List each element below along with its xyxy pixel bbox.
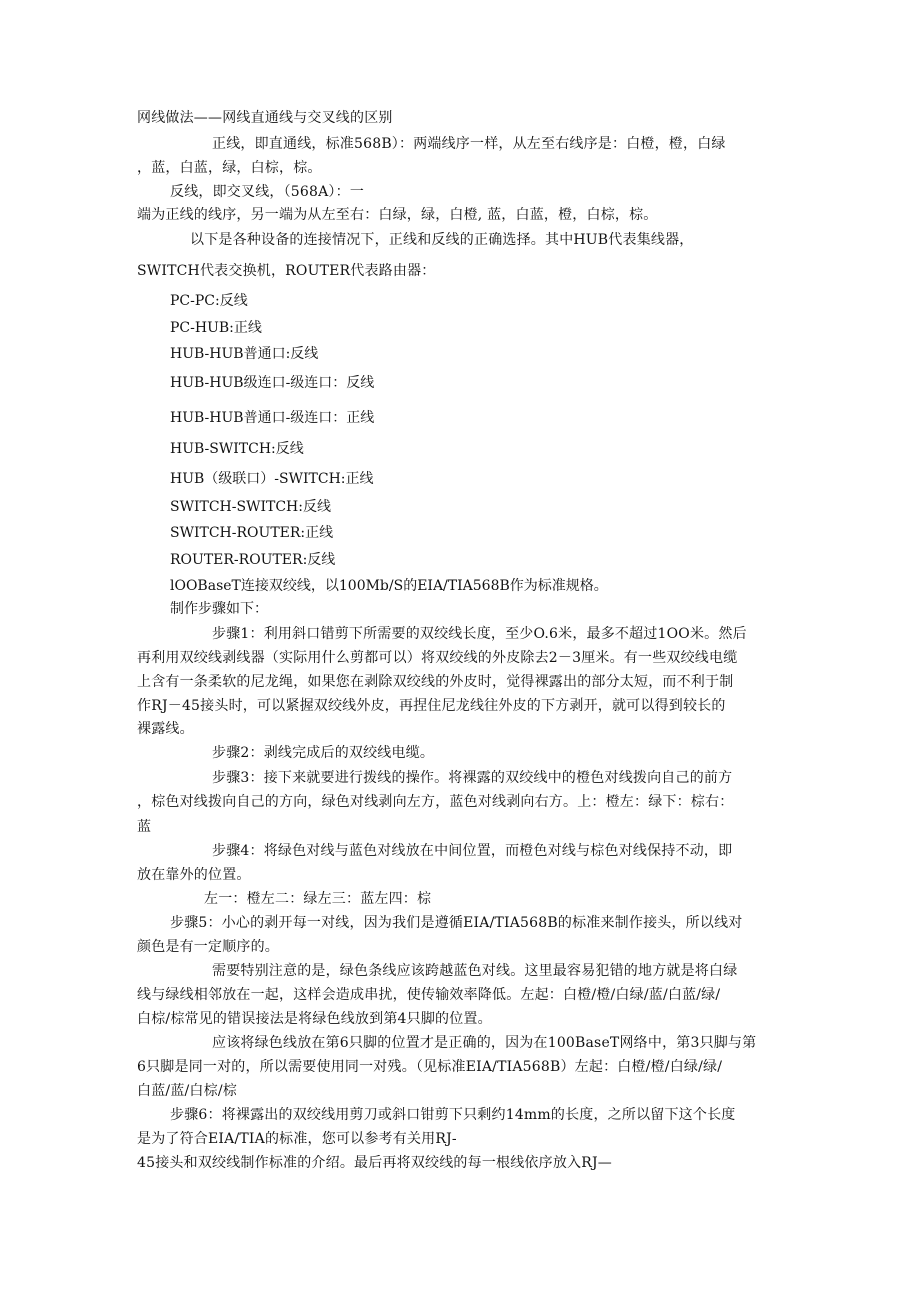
connection-item: HUB-HUB普通口:反线 [170, 346, 319, 362]
step-line: 作RJ－45接头时，可以紧握双绞线外皮，再捏住尼龙线往外皮的下方剥开，就可以得到较长的 [137, 698, 726, 714]
step-line: 蓝 [137, 819, 152, 835]
step-line: 需要特别注意的是，绿色条线应该跨越蓝色对线。这里最容易犯错的地方就是将白绿 [212, 963, 738, 979]
connection-item: HUB-HUB级连口-级连口：反线 [170, 375, 375, 391]
steps-heading: 制作步骤如下： [170, 601, 268, 617]
paragraph-line: 端为正线的线序，另一端为从左至右：白绿，绿，白橙, 蓝，白蓝，橙，白棕，棕。 [137, 207, 658, 223]
paragraph-line: SWITCH代表交换机，ROUTER代表路由器： [137, 263, 436, 279]
connection-item: HUB（级联口）-SWITCH:正线 [170, 471, 374, 487]
document-title: 网线做法——网线直通线与交叉线的区别 [137, 110, 393, 126]
step-line: 线与绿线相邻放在一起，这样会造成串扰，使传输效率降低。左起：白橙/橙/白绿/蓝/白蓝/绿/ [137, 987, 721, 1003]
connection-item: SWITCH-ROUTER:正线 [170, 525, 334, 541]
paragraph-line: ，蓝，白蓝，绿，白棕，棕。 [137, 160, 322, 176]
step-line: 是为了符合EIA/TIA的标准，您可以参考有关用RJ- [137, 1131, 457, 1147]
step-line: 步骤6：将裸露出的双绞线用剪刀或斜口钳剪下只剩约14mm的长度，之所以留下这个长度 [170, 1107, 736, 1123]
step-line: 步骤2：剥线完成后的双绞线电缆。 [212, 745, 435, 761]
step-line: 步骤5：小心的剥开每一对线，因为我们是遵循EIA/TIA568B的标准来制作接头，所以线对 [170, 915, 743, 931]
step-line: 45接头和双绞线制作标准的介绍。最后再将双绞线的每一根线依序放入RJ— [137, 1155, 612, 1171]
paragraph-line: 反线，即交叉线，（568A）：一 [170, 184, 365, 200]
connection-item: HUB-HUB普通口-级连口：正线 [170, 410, 375, 426]
step-line: 步骤3：接下来就要进行拨线的操作。将裸露的双绞线中的橙色对线拨向自己的前方 [212, 770, 733, 786]
step-line: 颜色是有一定顺序的。 [137, 939, 279, 955]
step-line: 应该将绿色线放在第6只脚的位置才是正确的，因为在100BaseT网络中，第3只脚与第 [212, 1035, 757, 1051]
step-line: 步骤4：将绿色对线与蓝色对线放在中间位置，而橙色对线与棕色对线保持不动，即 [212, 843, 733, 859]
paragraph-line: 以下是各种设备的连接情况下，正线和反线的正确选择。其中HUB代表集线器， [190, 232, 694, 248]
step-line: ，棕色对线拨向自己的方向，绿色对线剥向左方，蓝色对线剥向右方。上：橙左：绿下：棕右： [137, 794, 734, 810]
standard-note: lOOBaseT连接双绞线，以100Mb/S的EIA/TIA568B作为标准规格。 [170, 578, 608, 594]
step-line: 步骤1：利用斜口错剪下所需要的双绞线长度，至少O.6米，最多不超过1OO米。然后 [212, 626, 747, 642]
connection-item: PC-PC:反线 [170, 293, 248, 309]
step-line: 白棕/棕常见的错误接法是将绿色线放到第4只脚的位置。 [137, 1011, 492, 1027]
step-line: 再利用双绞线剥线器（实际用什么剪都可以）将双绞线的外皮除去2－3厘米。有一些双绞线电缆 [137, 650, 738, 666]
step-line: 左一：橙左二：绿左三：蓝左四：棕 [204, 891, 432, 907]
step-line: 白蓝/蓝/白棕/棕 [137, 1083, 237, 1099]
step-line: 放在靠外的位置。 [137, 867, 251, 883]
step-line: 上含有一条柔软的尼龙绳，如果您在剥除双绞线的外皮时，觉得裸露出的部分太短，而不利于制 [137, 674, 734, 690]
connection-item: PC-HUB:正线 [170, 320, 262, 336]
step-line: 裸露线。 [137, 721, 194, 737]
paragraph-line: 正线，即直通线，标准568B）：两端线序一样，从左至右线序是：白橙，橙，白绿 [212, 136, 726, 152]
connection-item: SWITCH-SWITCH:反线 [170, 499, 331, 515]
step-line: 6只脚是同一对的，所以需要使用同一对残。（见标准EIA/TIA568B）左起：白橙/橙/白绿/绿/ [137, 1059, 723, 1075]
connection-item: HUB-SWITCH:反线 [170, 441, 304, 457]
connection-item: ROUTER-ROUTER:反线 [170, 552, 336, 568]
